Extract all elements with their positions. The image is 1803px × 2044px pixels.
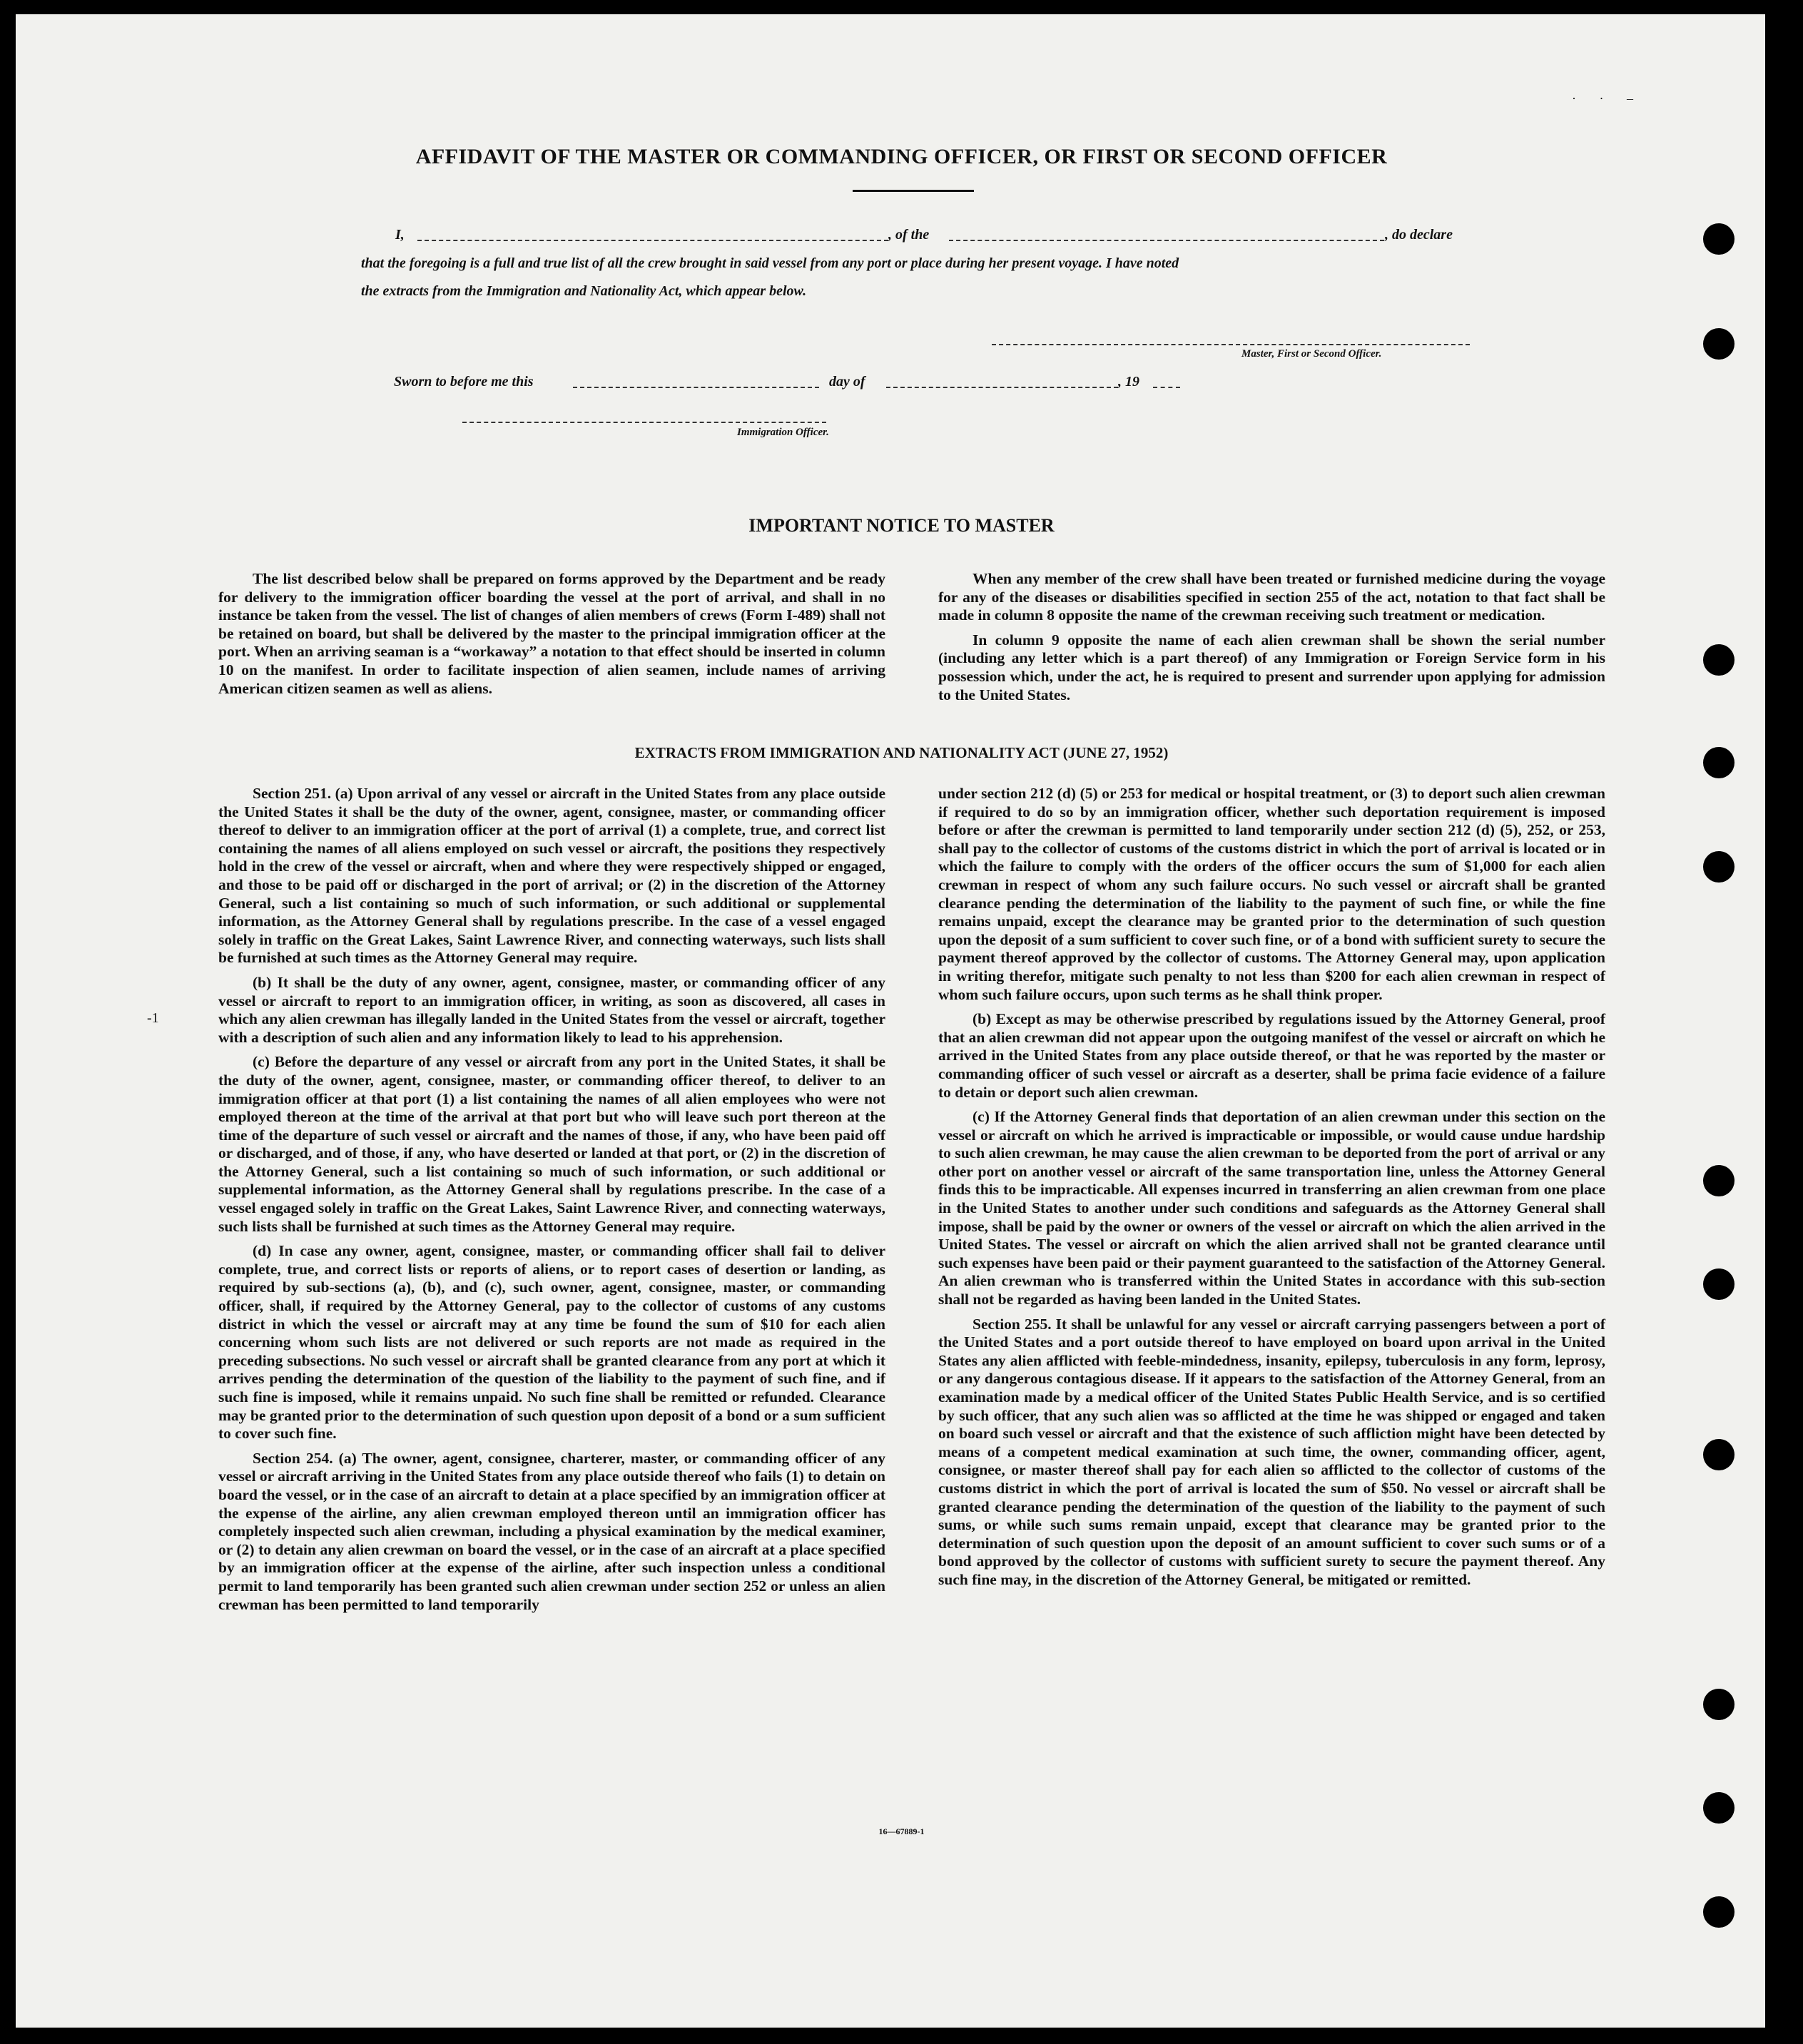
declaration-do-declare-label: , do declare	[1385, 227, 1453, 243]
sworn-label: Sworn to before me this	[394, 374, 534, 390]
notice-right-column	[938, 570, 1605, 711]
sworn-year-blank-field[interactable]	[1153, 387, 1180, 388]
declaration-of-the-label: , of the	[888, 227, 930, 243]
margin-marks: · · –	[1572, 91, 1643, 106]
extract-paragraph: Section 254. (a) The owner, agent, consignee, charterer, master, or commanding officer of any vessel or aircraft arriving in the United States from any place outside thereof who fails (1) to detain on board the vessel, or in the case of an aircraft to detain at a place specified by an immigration officer at the expense of the airline, any alien crewman employed thereon until an immigration officer has completely inspected such alien crewman, including a physical examination by the medical examiner, or (2) to detain any alien crewman on board the vessel, or in the case of an aircraft at a place specified by an immigration officer at the expense of the airline, after such inspection unless a conditional permit to land temporarily has been granted such alien crewman under section 252 or unless an alien crewman has been permitted to land temporarily	[218, 1449, 885, 1613]
year-label: , 19	[1118, 374, 1139, 390]
extract-paragraph: (c) Before the departure of any vessel or aircraft from any port in the United States, it shall be the duty of the owner, agent, consignee, master, or commanding officer thereof, to deliver to an immigration officer at that port (1) a list containing the names of all alien employees who were not employed thereon at the time of the arrival at that port but who will leave such port thereon at the time of the departure of such vessel or aircraft and the names of those, if any, who have been paid off or discharged, and of those, if any, who have deserted or landed at that port, or (2) in the discretion of the Attorney General, such a list containing so much of such information, or such additional or supplemental information, as the Attorney General shall by regulations prescribe. In the case of a vessel engaged solely in traffic on the Great Lakes, Saint Lawrence River, and connecting waterways, such lists shall be furnished at such times as the Attorney General may require.	[218, 1053, 885, 1235]
sworn-day-blank-field[interactable]	[573, 387, 819, 388]
declaration-line-3: the extracts from the Immigration and Nationality Act, which appear below.	[361, 283, 807, 299]
punch-hole	[1703, 223, 1735, 255]
vessel-blank-field[interactable]	[949, 240, 1384, 241]
notice-title: IMPORTANT NOTICE TO MASTER	[748, 515, 1055, 536]
extract-paragraph: Section 251. (a) Upon arrival of any vessel or aircraft in the United States from any place outside the United States it shall be the duty of the owner, agent, consignee, master, or commanding officer thereof to deliver to an immigration officer at the port of arrival (1) a complete, true, and correct list containing the names of all aliens employed on such vessel or aircraft, the positions they respectively hold in the crew of the vessel or aircraft, when and where they were respectively shipped or engaged, and those to be paid off or discharged in the port of arrival; or (2) in the discretion of the Attorney General, such a list containing so much of such information, or such additional or supplemental information, as the Attorney General shall by regulations prescribe. In the case of a vessel engaged solely in traffic on the Great Lakes, Saint Lawrence River, and connecting waterways, such lists shall be furnished at such times as the Attorney General may require.	[218, 785, 885, 967]
day-of-label: day of	[829, 374, 865, 390]
notice-left-column	[218, 570, 885, 704]
punch-hole	[1703, 1792, 1735, 1824]
officer-caption: Immigration Officer.	[737, 427, 829, 438]
officer-signature-blank-field[interactable]	[462, 422, 826, 423]
punch-hole	[1703, 644, 1735, 676]
punch-hole	[1703, 851, 1735, 883]
declaration-i-label: I,	[395, 227, 405, 243]
extract-paragraph: (d) In case any owner, agent, consignee, master, or commanding officer shall fail to deliver complete, true, and correct lists or reports of aliens, or to report cases of desertion or landing, as required by sub-sections (a), (b), and (c), such owner, agent, consignee, master, or commanding officer, shall, if required by the Attorney General, pay to the collector of customs of any customs district in which the vessel or aircraft may at any time be found the sum of $10 for each alien concerning whom such lists are not delivered or such reports are not made as required in the preceding subsections. No such vessel or aircraft shall be granted clearance from any port at which it arrives pending the determination of the question of the liability to the payment of such fine, and if such fine is imposed, while it remains unpaid. No such fine shall be remitted or refunded. Clearance may be granted prior to the determination of such question upon deposit of a bond or a sum sufficient to cover such fine.	[218, 1242, 885, 1443]
notice-paragraph: In column 9 opposite the name of each alien crewman shall be shown the serial number (including any letter which is a part thereof) of any Immigration or Foreign Service form in his possession which, under the act, he is required to present and surrender upon applying for admission to the United States.	[938, 631, 1605, 703]
extracts-right-column	[938, 785, 1605, 1596]
extract-paragraph: Section 255. It shall be unlawful for any vessel or aircraft carrying passengers between a port of the United States and a port outside thereof to have employed on board upon arrival in the United States any alien afflicted with feeble-mindedness, insanity, epilepsy, tuberculosis in any form, leprosy, or any dangerous contagious disease. If it appears to the satisfaction of the Attorney General, from an examination made by a medical officer of the United States Public Health Service, and is so certified by such officer, that any such alien was so afflicted at the time he was shipped or engaged and taken on board such vessel or aircraft and that the existence of such affliction might have been detected by means of a competent medical examination at such time, the owner, commanding officer, agent, consignee, or master thereof shall pay for each alien so afflicted to the collector of customs of the customs district in which the port of arrival is located the sum of $50. No vessel or aircraft shall be granted clearance pending the determination of the question of the liability to the payment of such sums, or while such sums remain unpaid, except that clearance may be granted prior to the determination of such question upon the deposit of an amount sufficient to cover such sums or of a bond approved by the collector of customs with sufficient surety to secure the payment thereof. Any such fine may, in the discretion of the Attorney General, be mitigated or remitted.	[938, 1315, 1605, 1588]
extract-paragraph: (b) It shall be the duty of any owner, agent, consignee, master, or commanding officer of any vessel or aircraft to report to an immigration officer, in writing, as soon as discovered, all cases in which any alien crewman has illegally landed in the United States from the vessel or aircraft, together with a description of such alien and any information likely to lead to his apprehension.	[218, 973, 885, 1046]
page-title: AFFIDAVIT OF THE MASTER OR COMMANDING OFFICER, OR FIRST OR SECOND OFFICER	[415, 145, 1388, 168]
punch-hole	[1703, 1896, 1735, 1928]
name-blank-field[interactable]	[417, 240, 888, 241]
extracts-title: EXTRACTS FROM IMMIGRATION AND NATIONALITY ACT (JUNE 27, 1952)	[634, 744, 1169, 761]
notice-paragraph: The list described below shall be prepared on forms approved by the Department and be ready for delivery to the immigration officer boarding the vessel at the port of arrival, and shall in no instance be taken from the vessel. The list of changes of alien members of crews (Form I-489) shall not be retained on board, but shall be delivered by the master to the principal immigration officer at the port. When an arriving seaman is a “workaway” a notation to that effect should be inserted in column 10 on the manifest. In order to facilitate inspection of alien seamen, include names of arriving American citizen seamen as well as aliens.	[218, 570, 885, 697]
punch-hole	[1703, 1689, 1735, 1720]
extract-paragraph: under section 212 (d) (5) or 253 for medical or hospital treatment, or (3) to deport such alien crewman if required to do so by an immigration officer, whether such deportation requirement is imposed before or after the crewman is permitted to land temporarily under section 212 (d) (5), 252, or 253, shall pay to the collector of customs of the customs district in which the port of arrival is located or in which the failure to comply with the orders of the officer occurs the sum of $1,000 for each alien crewman in respect of whom any such failure occurs. No such vessel or aircraft shall be granted clearance pending the determination of the liability to the payment of such fine, or while the fine remains unpaid, except the clearance may be granted prior to the determination of such question upon the deposit of a sum sufficient to cover such fine, or of a bond with sufficient surety to secure the payment thereof approved by the collector of customs. The Attorney General may, upon application in writing therefor, mitigate such penalty to not less than $200 for each alien crewman in respect of whom such failure occurs, upon such terms as he shall think proper.	[938, 785, 1605, 1003]
signature-blank-field[interactable]	[992, 344, 1470, 345]
extract-paragraph: (c) If the Attorney General finds that deportation of an alien crewman under this section on the vessel or aircraft on which he arrived is impracticable or impossible, or would cause undue hardship to such alien crewman, he may cause the alien crewman to be deported from the port of arrival or any other port on another vessel or aircraft of the same transportation line, unless the Attorney General finds this to be impracticable. All expenses incurred in transferring an alien crewman from one place in the United States to another under such conditions and safeguards as the Attorney General shall impose, shall be paid by the owner or owners of the vessel or aircraft on which the alien arrived in the United States. The vessel or aircraft on which the alien arrived shall not be granted clearance until such expenses have been paid or their payment guaranteed to the satisfaction of the Attorney General. An alien crewman who is transferred within the United States in accordance with this sub-section shall not be regarded as having been landed in the United States.	[938, 1108, 1605, 1308]
title-rule	[853, 190, 974, 192]
extracts-left-column	[218, 785, 885, 1620]
punch-hole	[1703, 1268, 1735, 1300]
margin-mark: -1	[147, 1010, 159, 1026]
punch-hole	[1703, 328, 1735, 360]
sworn-month-blank-field[interactable]	[886, 387, 1118, 388]
punch-hole	[1703, 1439, 1735, 1470]
signature-caption: Master, First or Second Officer.	[1241, 348, 1382, 360]
notice-paragraph: When any member of the crew shall have been treated or furnished medicine during the voyage for any of the diseases or disabilities specified in section 255 of the act, notation to that fact shall be made in column 8 opposite the name of the crewman receiving such treatment or medication.	[938, 570, 1605, 624]
form-code: 16—67889-1	[878, 1826, 925, 1836]
declaration-line-2: that the foregoing is a full and true list of all the crew brought in said vessel from any port or place during her present voyage. I have noted	[361, 255, 1179, 271]
extract-paragraph: (b) Except as may be otherwise prescribed by regulations issued by the Attorney General, proof that an alien crewman did not appear upon the outgoing manifest of the vessel or aircraft on which he arrived in the United States from any place outside thereof, or that he was reported by the master or commanding officer of such vessel or aircraft as a deserter, shall be prima facie evidence of a failure to detain or deport such alien crewman.	[938, 1010, 1605, 1101]
punch-hole	[1703, 1165, 1735, 1196]
